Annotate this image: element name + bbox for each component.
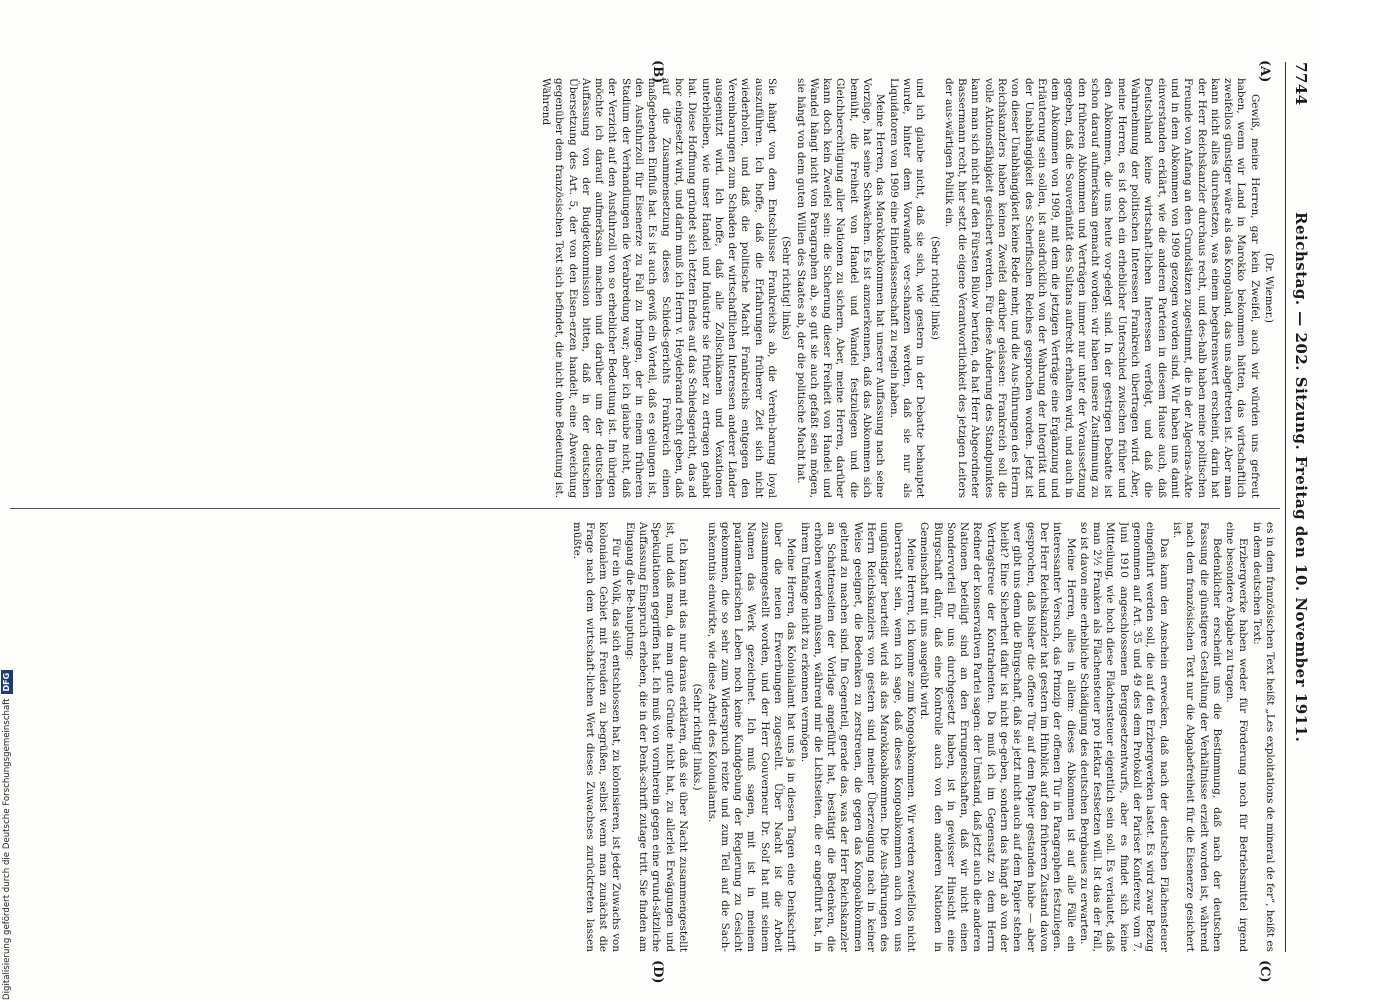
margin-marker-d: (D) bbox=[650, 960, 665, 984]
paragraph: Meine Herren, das Kolonialamt hat uns ja in diesen Tagen eine Denkschrift über die neuen Erwerbungen zugestellt. Über Nacht ist die Arbeit zusammengestellt worden, und der Herr Gouverneur Dr. Solf hat mit seinem Namen das Werk gezeichnet. Ich muß sagen, mit ist in meinem parlamentarischen Leben noch keine Kundgebung der Regierung zu Gesicht gekommen, die so sehr zum Widerspruch reizte und zum Teil auf die Sach-unkenntnis einwirkte, wie diese Arbeit des Kolonialamts. bbox=[705, 522, 798, 952]
paragraph: Meine Herren, alles in allem: dieses Abkommen ist auf alle Fälle ein interessanter Versuch, das Prinzip der offenen Tür in Paragraphen festzulegen. Der Herr Reichskanzler hat gestern im Hinblick auf den früheren Zustand davon gesprochen, daß bisher die offene Tür auf dem Papier gestanden habe — aber wer gibt uns denn die Bürgschaft, daß sie jetzt nicht auch auf dem Papier stehen bleibt? Eine Sicherheit dafür ist nicht ge-geben, sondern das hängt ab von der Vertragstreue der Kontrahenten. Da muß ich im Gegensatz zu dem Herrn Redner der konservativen Partei sagen: der Umstand, daß jetzt auch die anderen Nationen beteiligt sind an den Errungenschaften, daß wir nicht einen Sondervorteil für uns durchgesetzt haben, ist in gewisser Hinsicht eine Bürgschaft dafür, daß eine Kontrolle auch von den anderen Nationen in Gemeinschaft mit uns ausgeübt wird. bbox=[918, 522, 1077, 952]
paragraph: Ich kann mit das nur daraus erklären, daß sie über Nacht zusammengestellt ist, und daß man, da man gute Gründe nicht hat, zu allerlei Erwägungen und Spekulationen gegriffen hat. Ich muß von vornherein gegen eine grund-sätzliche Auffassung Einspruch erheben, die in der Denk-schrift zutage tritt. Sie finden am Eingang die Be-hauptung: bbox=[623, 522, 689, 952]
right-column bbox=[6, 522, 1276, 952]
header-rule bbox=[1285, 62, 1286, 952]
page-title: Reichstag. — 202. Sitzung. Freitag den 10. November 1911. bbox=[1292, 212, 1310, 743]
column-divider bbox=[10, 508, 1280, 509]
dfg-logo: DFG bbox=[1, 670, 13, 695]
paragraph: Gewiß, meine Herren, gar kein Zweifel, auch wir würden uns gefreut haben, wenn wir Land in Marokko bekommen hätten, das wirtschaftlich zweifellos günstiger wäre als das Kongoland, das uns abgetreten ist. Aber man kann nicht alles durchsetzen, was einem begehrenswert erscheint, darin hat der Herr Reichskanzler durchaus recht, und des-halb haben meine politischen Freunde von Anfang an den Grundsätzen zugestimmt, die in der Algeciras-Akte und in dem Abkommen von 1909 gezogen worden sind. Wir haben uns damit einverstanden erklärt, wie die anderen Parteien in diesem Hause auch, daß Deutschland keine wirtschaft-lichen Interessen verfolgt, und daß die Wahrnehmung der politischen Interessen Frankreich übertragen wird. Aber, meine Herren, es ist doch ein erheblicher Unterschied zwischen früher und den Abkommen, die uns heute vor-gelegt sind. In der gestrigen Debatte ist schon darauf aufmerksam gemacht worden: wir haben unsere Zustimmung zu den früheren Abkommen und Verträgen immer nur unter der Voraussetzung gegeben, daß die Souveränität des Sultans aufrecht erhalten wird, und auch in dem Abkommen von 1909, mit dem die jetzigen Verträge eine Ergänzung und Erläuterung sein sollen, ist ausdrücklich von der Wahrung der Integrität und der Unabhängigkeit des Scherifischen Reiches gesprochen worden. Jetzt ist von dieser Unabhängigkeit keine Rede mehr, und die Aus-führungen des Herrn Reichskanzlers haben keinen Zweifel darüber gelassen: Frankreich soll die volle Aktionsfähigkeit gesichert werden. Für diese Änderung des Standpunktes kann man sich nicht auf den Fürsten Bülow berufen, da hat Herr Abgeordneter Bassermann recht, hier setzt die eigene Verantwortlichkeit des jetzigen Leiters der aus-wärtigen Politik ein. bbox=[942, 78, 1261, 498]
paragraph: Das kann den Anschein erwecken, daß nach der deutschen Flächensteuer eingeführt werden soll, die auf den Erzbergwerken lastet. Es wird zwar Bezug genommen auf Art. 35 und 49 des dem Protokoll der Pariser Konferenz vom 7. Juni 1910 angeschlossenen Berggesetzentwurfs, aber es findet sich keine Mitteilung, wie hoch diese Flächensteuer eigentlich sein soll. Es verlautet, daß man 2½ Franken als Flächensteuer pro Hektar festsetzen will. Ist das der Fall, so ist davon eine erhebliche Schädigung des deutschen Bergbaues zu erwarten. bbox=[1077, 522, 1170, 952]
digitization-credit bbox=[0, 580, 14, 1000]
margin-marker-c: (C) bbox=[1257, 960, 1272, 983]
page-number: 7744 bbox=[1292, 62, 1310, 106]
margin-marker-b: (B) bbox=[650, 60, 665, 84]
left-column bbox=[6, 78, 1276, 498]
margin-marker-a: (A) bbox=[1257, 60, 1272, 83]
paragraph: Meine Herren, ich komme zum Kongoabkommen. Wir werden zweifellos nicht überrascht sein, wenn ich sage, daß dieses Kongoabkommen auch von uns ungünstiger beurteilt wird als das Marokkoabkommen. Die Aus-führungen des Herrn Reichskanzlers von gestern sind meiner Überzeugung nach in keiner Weise geeignet, die Bedenken zu zerstreuen, die gegen das Kongoabkommen geltend zu machen sind. Im Gegenteil, gerade das, was der Herr Reichskanzler an Schattenseiten der Vorlage angeführt hat, bestätigt die Bedenken, die erhoben werden müssen, während mir die Lichtseiten, die er angeführt hat, in ihrem Umfange nicht zu erkennen vermögen. bbox=[798, 522, 917, 952]
paragraph: Sie hängt von dem Entschlusse Frankreichs ab, die Verein-barung loyal auszuführen. Ich hoffe, daß die Erfahrungen früherer Zeit sich nicht wiederholen, und daß die politische Macht Frankreichs entgegen den Vereinbarungen zum Schaden der wirtschaftlichen Interessen anderer Länder ausgenutzt wird. Ich hoffe, daß alle Zollschikanen und Vexationen unterbleiben, wie unser Handel und Industrie sie früher zu ertragen gehabt hat. Diese Hoffnung gründet sich letzten Endes auf das Schiedsgericht, das ad hoc eingesetzt wird, und darin muß ich Herrn v. Heydebrand recht geben, daß auf die Zusammensetzung dieses Schieds-gerichts Frankreich einen maßgebenden Einfluß hat. Es ist auch gewiß ein Vorteil, daß es gelungen ist, den Ausfuhrzoll für Eisenerze zu Fall zu bringen, der in einem früheren Stadium der Verhandlungen die Verabredung war; aber ich glaube nicht, daß der Verzicht auf den Ausfuhrzoll von so erheblicher Bedeutung ist. Im übrigen möchte ich darauf aufmerksam machen und darüber um der deutschen Auffassung von der Budgetkommission bitten, daß in der deutschen Übersetzung des Art. 5, der von den Eisen-erzen handelt, eine Abweichung gegenüber dem französischen Text sich befindet, die nicht ohne Bedeutung ist. Während bbox=[539, 78, 779, 498]
interjection: (Sehr richtig! links) bbox=[780, 236, 793, 340]
credit-text: Digitalisierung gefördert durch die Deutsche Forschungsgemeinschaft bbox=[2, 698, 12, 1000]
paragraph: und ich glaube nicht, daß sie sich, wie gestern in der Debatte behauptet wurde, hinter dem Vorwande ver-schanzen werden, daß sie nur als Liquidatoren von 1909 eine Hinterlassenschaft zu regeln haben. bbox=[887, 78, 927, 498]
quotation: Für ein Volk, das sich entschlossen hat, zu kolonisieren, ist jeder Zuwachs von kolonialem Gebiet mit Freuden zu begrüßen, selbst wenn man zunächst die Frage nach dem wirtschaft-lichen Wert dieses Zuwachses zurücktreten lassen müßte. bbox=[570, 522, 623, 952]
interjection: (Sehr richtig! links.) bbox=[691, 683, 704, 791]
paragraph: Bedenklicher erscheint uns die Bestimmung, daß nach der deutschen Fassung die günstigere Gestaltung der Verhältnisse erzielt worden ist, während nach dem französischen Text nur die Abgabefreiheit für die Eisenerze gesichert ist. bbox=[1170, 522, 1223, 952]
quotation: Erzbergwerke haben weder für Förderung noch für Betriebsmittel irgend eine besondere Abgabe zu tragen. bbox=[1224, 522, 1250, 952]
interjection: (Sehr richtig! links) bbox=[928, 236, 941, 340]
page-header bbox=[1288, 62, 1310, 962]
paragraph: es in dem französischen Text heißt „Les exploitations de mineral de fer“, heißt es in dem deutschen Text: bbox=[1250, 522, 1276, 952]
speaker-label: (Dr. Wiemer.) bbox=[1263, 253, 1275, 323]
paragraph: Meine Herren, das Marokkoabkommen hat unserer Auffassung nach seine Vorzüge, hat seine Schwächen. Es ist anzuerkennen, daß das Abkommen sich bemüht, die Freiheit von Handel und Wandel festzulegen und die Gleichberechtigung aller Nationen zu sichern. Aber, meine Herren, darüber kann doch kein Zweifel sein: die Sicherung dieser Freiheit von Handel und Wandel hängt nicht von Paragraphen ab, so gut sie auch gefaßt sein mögen, sie hängt von dem guten Willen des Staates ab, der die politische Macht hat. bbox=[794, 78, 887, 498]
